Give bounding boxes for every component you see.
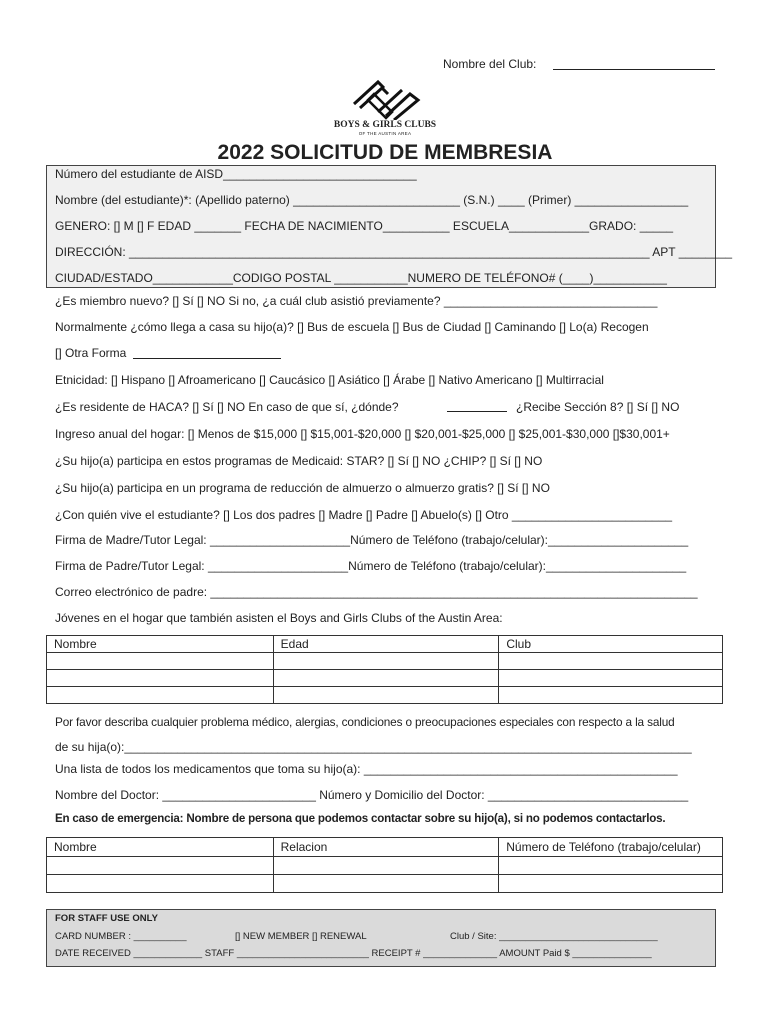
parent-email-field[interactable]: Correo electrónico de padre: _________________________________________________________________________ — [55, 585, 698, 599]
section8-question[interactable]: ¿Recibe Sección 8? [] Sí [] NO — [516, 400, 680, 414]
city-zip-phone-fields[interactable]: CIUDAD/ESTADO____________CODIGO POSTAL ___________NUMERO DE TELÉFONO# (____)___________ — [55, 271, 667, 285]
other-transport-line[interactable] — [133, 358, 281, 359]
date-staff-receipt-amount-fields[interactable]: DATE RECEIVED _____________ STAFF _________________________ RECEIPT # ______________ AMOUNT Paid $ _______________ — [55, 948, 652, 959]
address-field[interactable]: DIRECCIÓN: ______________________________________________________________________________ APT ________ — [55, 245, 733, 259]
lives-with-question[interactable]: ¿Con quién vive el estudiante? [] Los dos padres [] Madre [] Padre [] Abuelo(s) [] Otro ________________________ — [55, 508, 673, 522]
household-income-question[interactable]: Ingreso anual del hogar: [] Menos de $15,000 [] $15,001-$20,000 [] $20,001-$25,000 [] $25,001-$30,000 []$30,001+ — [55, 427, 670, 441]
medications-field[interactable]: Una lista de todos los medicamentos que toma su hijo(a): _______________________________________________ — [55, 762, 678, 776]
transport-home-question[interactable]: Normalmente ¿cómo llega a casa su hijo(a)? [] Bus de escuela [] Bus de Ciudad [] Caminando [] Lo(a) Recogen — [55, 320, 649, 334]
student-name-field[interactable]: Nombre (del estudiante)*: (Apellido paterno) _________________________ (S.N.) ____ (Primer) _________________ — [55, 193, 689, 207]
ethnicity-question[interactable]: Etnicidad: [] Hispano [] Afroamericano [] Caucásico [] Asiático [] Árabe [] Nativo Americano [] Multirracial — [55, 373, 604, 387]
table-row[interactable] — [47, 875, 723, 893]
father-signature-phone[interactable]: Firma de Padre/Tutor Legal: _____________________Número de Teléfono (trabajo/celular):_____________________ — [55, 559, 687, 573]
table-row[interactable] — [47, 670, 723, 687]
card-number-field[interactable]: CARD NUMBER : __________ — [55, 931, 187, 942]
medical-issues-field[interactable]: de su hija(o):_____________________________________________________________________________________ — [55, 740, 692, 754]
club-name-label: Nombre del Club: — [443, 57, 537, 71]
table-row[interactable] — [47, 687, 723, 704]
club-name-field[interactable] — [553, 69, 715, 70]
staff-use-title: FOR STAFF USE ONLY — [55, 913, 158, 924]
mother-signature-phone[interactable]: Firma de Madre/Tutor Legal: _____________________Número de Teléfono (trabajo/celular):_____________________ — [55, 533, 689, 547]
table-row[interactable] — [47, 857, 723, 875]
logo-text: BOYS & GIRLS CLUBS — [333, 120, 437, 130]
youth-table-header — [47, 636, 723, 653]
lunch-program-question[interactable]: ¿Su hijo(a) participa en un programa de reducción de almuerzo o almuerzo gratis? [] Sí [] NO — [55, 481, 550, 495]
medicaid-question[interactable]: ¿Su hijo(a) participa en estos programas de Medicaid: STAR? [] Sí [] NO ¿CHIP? [] Sí [] NO — [55, 454, 543, 468]
doctor-fields[interactable]: Nombre del Doctor: _______________________ Número y Domicilio del Doctor: ______________________________ — [55, 788, 689, 802]
membership-type-field[interactable]: [] NEW MEMBER [] RENEWAL — [235, 931, 367, 942]
haca-location-line[interactable] — [447, 411, 507, 412]
emergency-table-header — [47, 838, 723, 857]
col-header-nombre: Nombre — [47, 838, 274, 857]
aisd-number-field[interactable]: Número del estudiante de AISD_____________________________ — [55, 167, 417, 181]
col-header-club: Club — [499, 636, 723, 653]
page-title: 2022 SOLICITUD DE MEMBRESIA — [217, 141, 553, 164]
col-header-edad: Edad — [273, 636, 499, 653]
col-header-relacion: Relacion — [273, 838, 499, 857]
haca-resident-question[interactable]: ¿Es residente de HACA? [] Sí [] NO En caso de que sí, ¿dónde? — [55, 400, 399, 414]
logo-subtext: OF THE AUSTIN AREA — [358, 131, 412, 136]
youth-table — [46, 635, 723, 704]
col-header-nombre: Nombre — [47, 636, 274, 653]
gender-age-dob-school-grade-fields[interactable]: GENERO: [] M [] F EDAD _______ FECHA DE NACIMIENTO__________ ESCUELA____________GRADO: _____ — [55, 219, 674, 233]
boys-girls-club-logo — [348, 78, 422, 120]
youth-in-household-label: Jóvenes en el hogar que también asisten el Boys and Girls Clubs of the Austin Area: — [55, 611, 503, 625]
emergency-contact-label: En caso de emergencia: Nombre de persona que podemos contactar sobre su hijo(a), si no podemos contactarlos. — [55, 812, 666, 825]
club-site-field[interactable]: Club / Site: ______________________________ — [450, 931, 658, 942]
new-member-question[interactable]: ¿Es miembro nuevo? [] Sí [] NO Si no, ¿a cuál club asistió previamente? ________________________________ — [55, 294, 658, 308]
emergency-table — [46, 837, 723, 893]
col-header-telefono: Número de Teléfono (trabajo/celular) — [499, 838, 723, 857]
medical-issues-label: Por favor describa cualquier problema médico, alergias, condiciones o preocupaciones especiales con respecto a la salud — [55, 715, 675, 729]
other-transport-option[interactable]: [] Otra Forma — [55, 346, 127, 360]
table-row[interactable] — [47, 653, 723, 670]
